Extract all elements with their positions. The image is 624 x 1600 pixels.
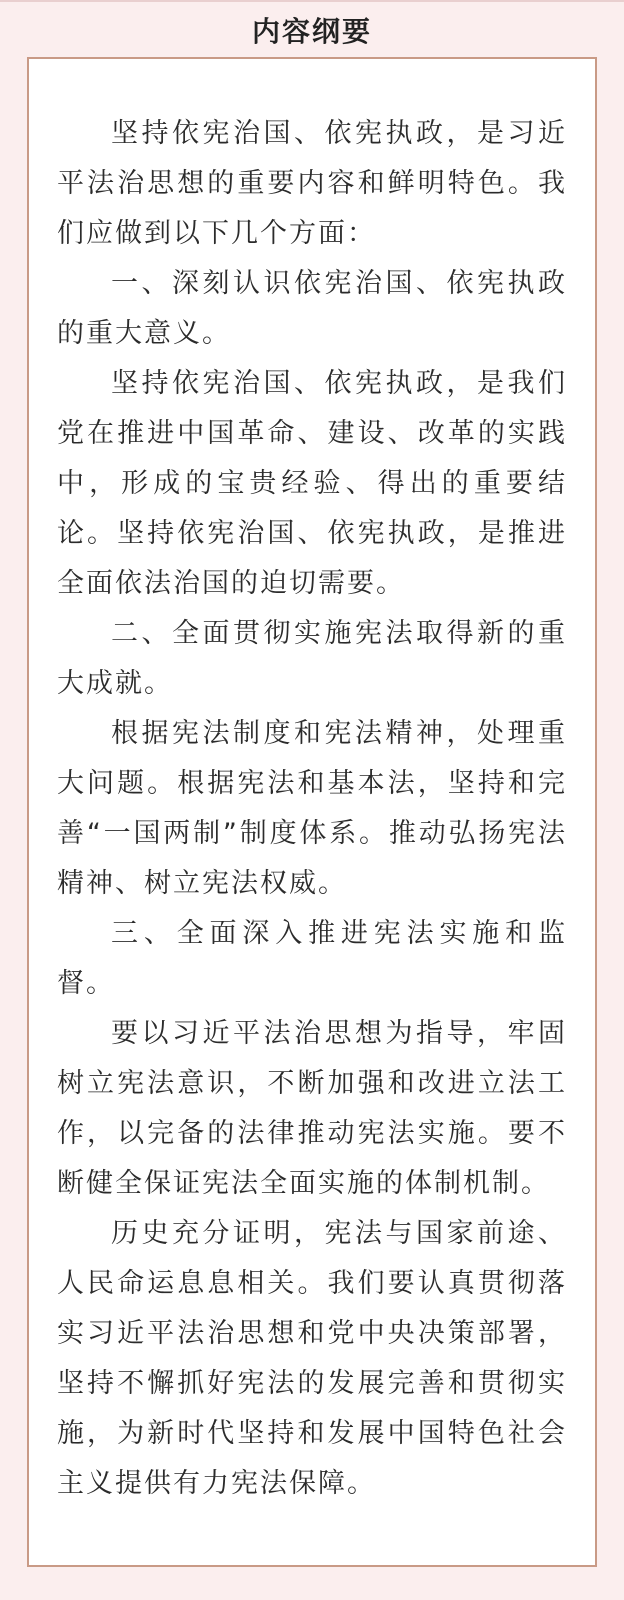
top-divider: [0, 0, 624, 2]
paragraph-section-1: 坚持依宪治国、依宪执政，是我们党在推进中国革命、建设、改革的实践中，形成的宝贵经验、得出的重要结论。坚持依宪治国、依宪执政，是推进全面依法治国的迫切需要。: [57, 368, 567, 599]
paragraph-conclusion: 历史充分证明，宪法与国家前途、人民命运息息相关。我们要认真贯彻落实习近平法治思想和党中央决策部署，坚持不懈抓好宪法的发展完善和贯彻实施，为新时代坚持和发展中国特色社会主义提供有力宪法保障。: [57, 1218, 567, 1499]
paragraph-intro: 坚持依宪治国、依宪执政，是习近平法治思想的重要内容和鲜明特色。我们应做到以下几个方面：: [57, 118, 567, 249]
paragraph-section-3: 要以习近平法治思想为指导，牢固树立宪法意识，不断加强和改进立法工作，以完备的法律推动宪法实施。要不断健全保证宪法全面实施的体制机制。: [57, 1018, 567, 1199]
page-title: 内容纲要: [251, 15, 372, 48]
paragraph-section-2: 根据宪法制度和宪法精神，处理重大问题。根据宪法和基本法，坚持和完善“一国两制”制度体系。推动弘扬宪法精神、树立宪法权威。: [57, 718, 567, 899]
section-heading-2: 二、全面贯彻实施宪法取得新的重大成就。: [57, 618, 567, 699]
content-card: [27, 57, 597, 1567]
section-heading-3: 三、全面深入推进宪法实施和监督。: [57, 918, 567, 999]
section-heading-1: 一、深刻认识依宪治国、依宪执政的重大意义。: [57, 268, 567, 349]
article-body: [57, 109, 567, 1509]
